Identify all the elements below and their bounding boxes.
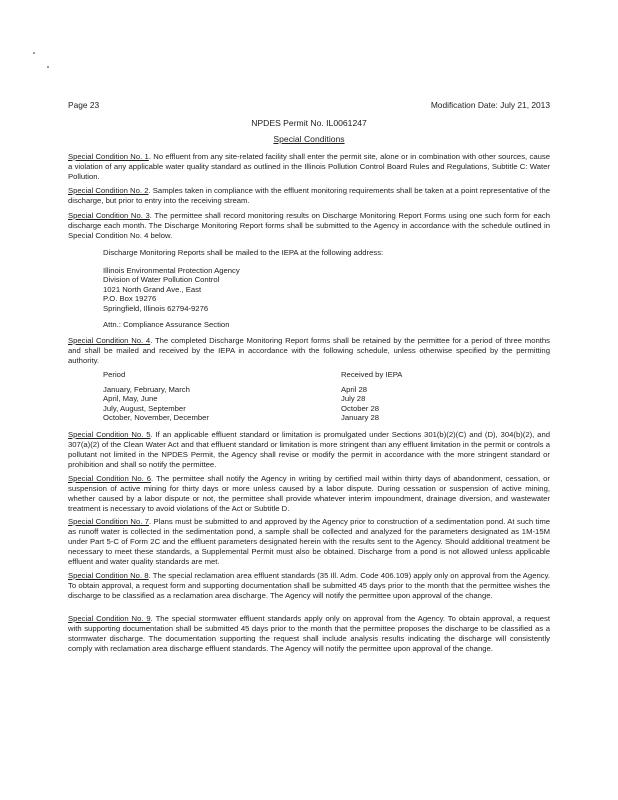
special-condition-7 — [68, 517, 550, 567]
address-line: Illinois Environmental Protection Agency — [103, 266, 240, 275]
schedule-date: October 28 — [341, 403, 380, 413]
schedule-period: October, November, December — [103, 413, 209, 423]
address-line: Division of Water Pollution Control — [103, 275, 220, 285]
schedule-date: July 28 — [341, 394, 366, 404]
address-line: Springfield, Illinois 62794-9276 — [103, 303, 209, 313]
condition-label: Special Condition No. 4 — [68, 336, 151, 345]
special-condition-9 — [68, 614, 550, 654]
special-condition-1 — [68, 152, 550, 182]
condition-label: Special Condition No. 3 — [68, 211, 150, 220]
condition-label: Special Condition No. 6 — [68, 474, 152, 483]
condition-text: . Plans must be submitted to and approved by the Agency prior to construction of a sedimentation pond. At such time as runoff water is collected in the sedimentation pond, a sample shall be collected and analyzed for the parameters designated as 1M-15M under Part 5-C of Form 2C and the effluent parameters designated herein with the results sent to the Agency. Should additional treatment be necessary to meet these standards, a Supplemental Permit must also be obtained. Discharge from a pond is not allowed unless applicable effluent and water quality standards are met. — [68, 517, 551, 566]
scan-speck — [47, 66, 49, 68]
condition-text: . The completed Discharge Monitoring Report forms shall be retained by the permittee for a period of three months and shall be mailed and received by the IEPA in accordance with the following schedule, unless otherwise specified by the permitting authority. — [68, 336, 551, 365]
condition-text: . Samples taken in compliance with the effluent monitoring requirements shall be taken at a point representative of the discharge, but prior to entry into the receiving stream. — [68, 186, 550, 205]
mailing-intro: Discharge Monitoring Reports shall be mailed to the IEPA at the following address: — [103, 248, 384, 257]
special-condition-6 — [68, 474, 550, 514]
condition-text: . The special stormwater effluent standards apply only on approval from the Agency. To obtain approval, a request with supporting documentation shall be submitted 45 days prior to the month that the permittee proposes the discharge to be classified as a stormwater discharge. The documentation supporting the request shall include analysis results indicating the discharge will consistently comply with reclamation area discharge effluent standards. The Agency will notify the permittee upon approval of the change. — [68, 614, 550, 653]
schedule-period: April, May, June — [103, 394, 158, 404]
schedule-received-dates — [341, 385, 379, 423]
schedule-date: April 28 — [341, 385, 368, 394]
special-condition-2 — [68, 186, 550, 206]
condition-label: Special Condition No. 2 — [68, 186, 149, 195]
permit-number: NPDES Permit No. IL0061247 — [251, 118, 367, 128]
schedule-period: July, August, September — [103, 403, 186, 413]
condition-label: Special Condition No. 5 — [68, 430, 151, 439]
condition-label: Special Condition No. 9 — [68, 614, 151, 623]
schedule-periods — [103, 385, 209, 423]
condition-label: Special Condition No. 1 — [68, 152, 149, 161]
special-condition-3 — [68, 211, 550, 241]
schedule-period-header: Period — [103, 370, 126, 379]
scan-speck — [33, 52, 35, 54]
address-line: P.O. Box 19276 — [103, 294, 157, 304]
mailing-address — [103, 266, 240, 313]
condition-text: . The permittee shall notify the Agency in writing by certified mail within thirty days of abandonment, cessation, or suspension of active mining for thirty days or more unless caused by a labor dispute. During cessation or suspension of active mining, whether caused by a labor dispute or not, the permittee shall provide whatever interim impoundment, drainage diversion, and wastewater treatment is necessary to avoid violations of the Act or Subtitle D. — [68, 474, 550, 513]
section-heading: Special Conditions — [273, 134, 345, 144]
modification-date: Modification Date: July 21, 2013 — [430, 100, 550, 110]
condition-text: . No effluent from any site-related facility shall enter the permit site, alone or in combination with other sources, cause a violation of any applicable water quality standard as outlined in the Illinois Pollution Control Board Rules and Regulations, Subtitle C: Water Pollution. — [68, 152, 550, 181]
condition-text: . If an applicable effluent standard or limitation is promulgated under Sections 301(b)(2)(C) and (D), 304(b)(2), and 307(a)(2) of the Clean Water Act and that effluent standard or limitation is more stringent than any effluent limitation in the permit or controls a pollutant not limited in the NPDES Permit, the Agency shall revise or modify the permit in accordance with the more stringent standard or prohibition and shall so notify the permittee. — [68, 430, 551, 469]
special-condition-4 — [68, 336, 550, 366]
condition-text: . The special reclamation area effluent standards (35 Ill. Adm. Code 406.109) apply only on approval from the Agency. To obtain approval, a request form and supporting documentation shall be submitted 45 days prior to the month that the permittee wishes the discharge to be classified as a reclamation area discharge. The Agency will notify the permittee upon approval of the change. — [68, 571, 551, 600]
page-number: Page 23 — [68, 100, 100, 110]
special-condition-8 — [68, 571, 550, 601]
condition-text: . The permittee shall record monitoring results on Discharge Monitoring Report Forms using one such form for each discharge each month. The Discharge Monitoring Report forms shall be submitted to the Agency in accordance with the schedule outlined in Special Condition No. 4 below. — [68, 211, 550, 240]
address-line: 1021 North Grand Ave., East — [103, 284, 202, 294]
schedule-period: January, February, March — [103, 385, 190, 394]
special-condition-5 — [68, 430, 550, 470]
schedule-received-header: Received by IEPA — [341, 370, 403, 379]
condition-label: Special Condition No. 8 — [68, 571, 149, 580]
schedule-date: January 28 — [341, 413, 380, 423]
condition-label: Special Condition No. 7 — [68, 517, 150, 526]
mailing-attention: Attn.: Compliance Assurance Section — [103, 320, 230, 329]
